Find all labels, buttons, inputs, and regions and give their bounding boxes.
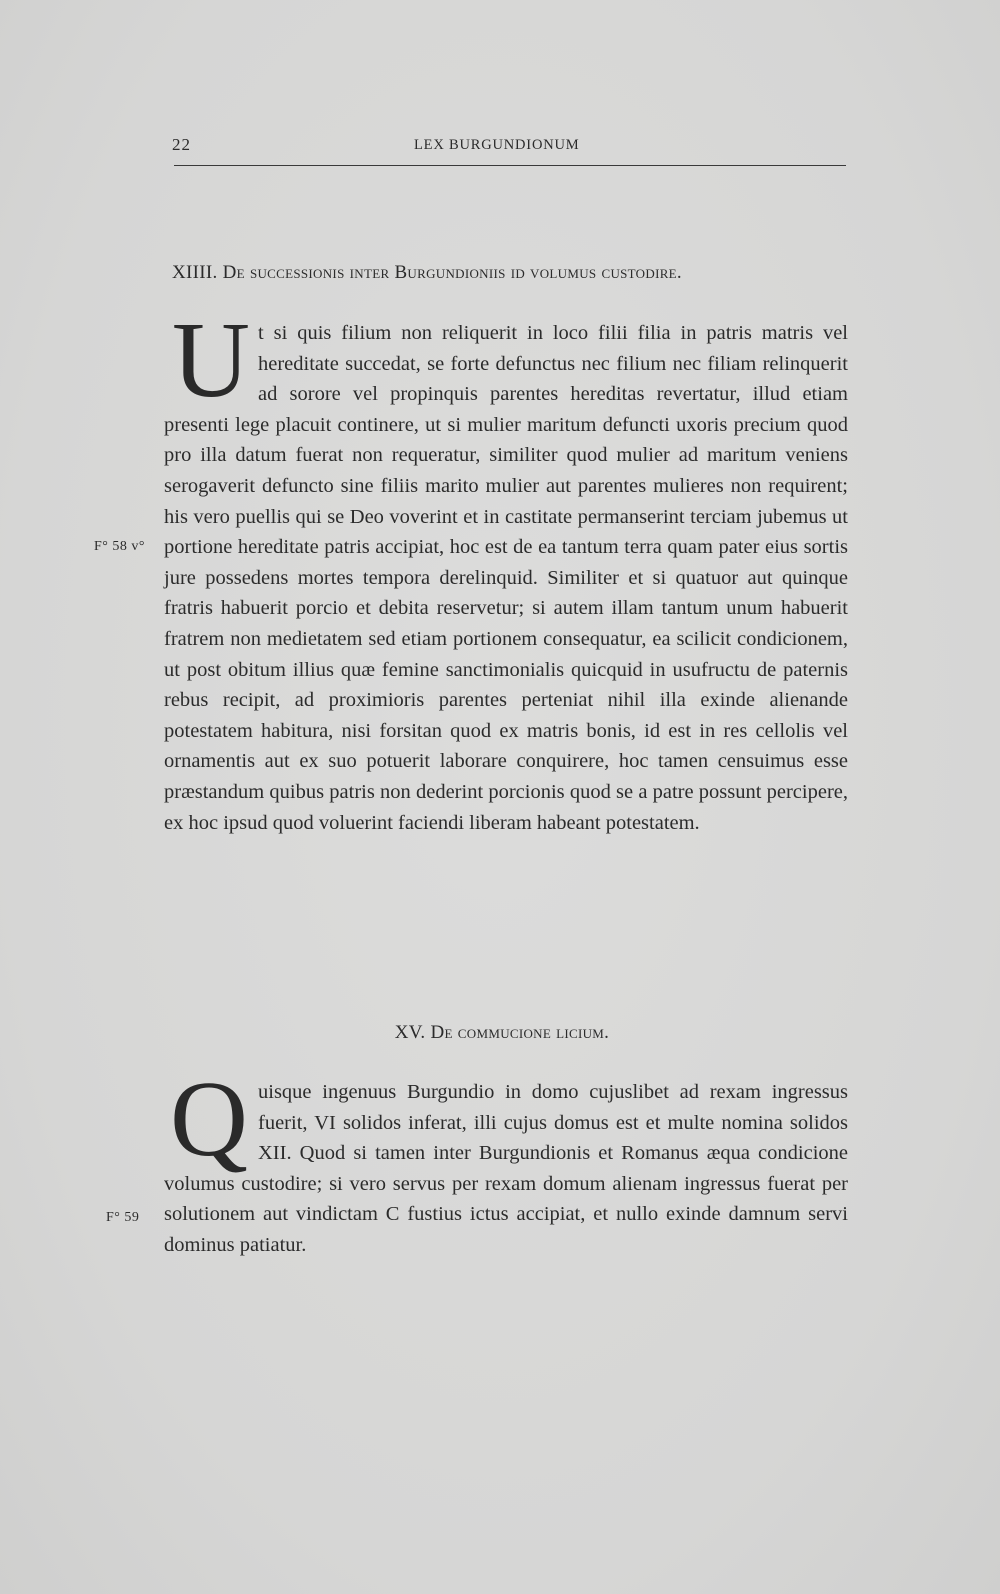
folio-margin-note: F° 58 v°	[94, 539, 145, 554]
page-number: 22	[172, 135, 191, 154]
section-body-xv	[164, 1060, 848, 1261]
section-body-xiiii	[164, 301, 848, 838]
section-heading-xiiii	[172, 262, 844, 284]
drop-cap: Q	[170, 1060, 248, 1179]
section-title: De successionis inter Burgundioniis id volumus custodire.	[222, 262, 682, 283]
section-title: De commucione licium.	[430, 1022, 610, 1043]
section-number: XIIII.	[172, 262, 218, 283]
folio-margin-note: F° 59	[106, 1210, 140, 1225]
page-header	[172, 133, 844, 157]
drop-cap: U	[172, 301, 250, 420]
header-rule	[174, 165, 846, 166]
running-title: LEX BURGUNDIONUM	[414, 137, 580, 153]
section-heading-xv	[172, 1022, 832, 1044]
section-number: XV.	[394, 1022, 426, 1043]
paragraph-text: t si quis filium non reliquerit in loco filii filia in patris matris vel hereditate succedat, se forte defunctus nec filium nec filiam relinquerit ad sorore vel propinquis parentes hereditas revertatur, illud etiam presenti lege placuit continere, ut si mulier maritum defuncti uxoris precium quod pro illa datum fuerat non requeratur, similiter quod mulier ad maritum veniens serogaverit defuncto sine filiis marito mulier aut parentes mulieres non requirent; his vero puellis qui se Deo voverint et in castitate permanserint terciam jubemus ut portione hereditate patris accipiat, hoc est de ea tantum terra quam pater eius sortis jure possedens mortes tempora derelinquid. Similiter et si quatuor aut quinque fratris habuerit porcio et debita reservetur; si autem illam tantum unum habuerit fratrem non medietatem sed etiam portionem consequatur, ea scilicit condicionem, ut post obitum illius quæ femine sanctimonialis quicquid in usufructu de paternis rebus recipit, ad proximioris parentes perteniat nihil illa exinde alienande potestatem habitura, nisi forsitan quod ex matris bonis, id est in res cellolis vel ornamentis aut ex suo potuerit laborare conquirere, hoc tamen censuimus esse præstandum quibus patris non dederint porcionis quod se a patre possunt percipere, ex hoc ipsud quod voluerint faciendi liberam habeant potestatem.	[164, 322, 848, 834]
paragraph-text: uisque ingenuus Burgundio in domo cujuslibet ad rexam ingressus fuerit, VI solidos inferat, illi cujus domus est et multe nomina solidos XII. Quod si tamen inter Burgundionis et Romanus æqua condicione volumus custodire; si vero servus per rexam domum alienam ingressus fuerat per solutionem aut vindictam C fustius ictus accipiat, et nullo exinde damnum servi dominus patiatur.	[164, 1081, 848, 1256]
